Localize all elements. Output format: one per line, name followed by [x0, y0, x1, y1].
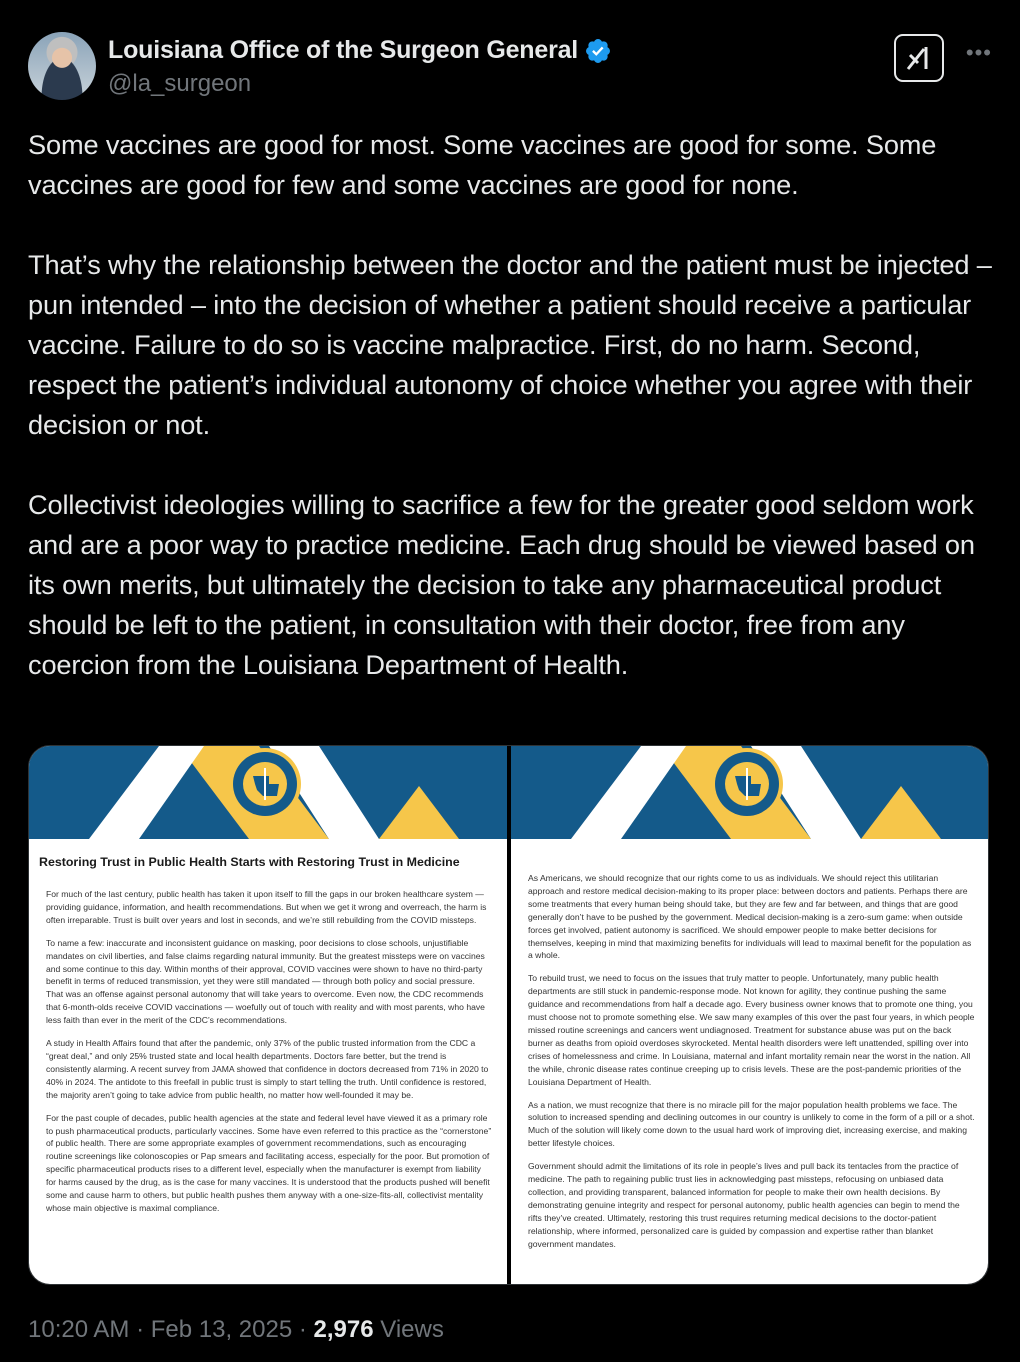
- tweet-date[interactable]: Feb 13, 2025: [150, 1316, 293, 1343]
- meta-separator: ·: [292, 1316, 314, 1343]
- document-image-right[interactable]: [511, 746, 989, 1285]
- author-name-row: [108, 36, 612, 65]
- document-title: Restoring Trust in Public Health Starts with Restoring Trust in Medicine: [39, 855, 460, 869]
- tweet-time[interactable]: 10:20 AM: [28, 1316, 130, 1343]
- author-handle[interactable]: @la_surgeon: [108, 70, 252, 97]
- document-paragraph: As Americans, we should recognize that our rights come to us as individuals. We should reject this utilitarian approach and restore medical decision-making to its proper place: between doctors and patients. Perhaps there are some treatments that every human being should take, but they are few and far between, and things that are good generally don’t have to be pushed by the government. Medical decision-making is a zero-sum game: when outside forces get involved, patient autonomy is sacrificed. We should empower people to make better decisions for themselves, keeping in mind that maximizing benefits for individuals will lead to maximal benefit for the population as a whole.: [528, 873, 972, 961]
- tweet-metadata: [28, 1316, 444, 1344]
- document-paragraph: A study in Health Affairs found that after the pandemic, only 37% of the public trusted information from the CDC a “great deal,” and only 25% trusted state and local health departments. Doctors fare better, but the trend is consistently alarming. A recent survey from JAMA showed that confidence in doctors decreased from 71% in 2020 to 40% in 2024. The antidote to this freefall in public trust is simply to start telling the truth. Until confidence is restored, the majority aren’t going to take advice from public health, no matter how well-founded it may be.: [46, 1038, 489, 1100]
- avatar[interactable]: [28, 32, 96, 100]
- tweet-media[interactable]: [28, 745, 989, 1285]
- tweet-header: [28, 32, 992, 102]
- author-display-name[interactable]: Louisiana Office of the Surgeon General: [108, 36, 579, 64]
- document-paragraph: To rebuild trust, we need to focus on the issues that truly matter to people. Unfortunately, many public health departments are still stuck in pandemic-response mode. Not known for agility, they continue pushing the same guidance and recommendations from half a decade ago. Every business owner knows that to promote one thing, you must choose not to promote something else. We saw many examples of this over the past four years, in which people missed routine screenings and cancers went undiagnosed. Treatment for substance abuse was put on the back burner as deaths from opioid overdoses skyrocketed. Mental health disorders were left unattended, spilling over into crises of homelessness and crime. In Louisiana, maternal and infant mortality remain near the worst in the nation. All the while, chronic disease rates continue creeping up to crisis levels. These are the post-pandemic priorities of the Louisiana Department of Health.: [528, 973, 975, 1087]
- tweet-text: [28, 125, 994, 685]
- document-paragraph: As a nation, we must recognize that there is no miracle pill for the major population health problems we face. The solution to increased spending and declining outcomes in our country is unlikely to come in the form of a pill or a shot. Much of the solution will likely come down to the usual hard work of improving diet, increasing exercise, and making better lifestyle choices.: [528, 1099, 975, 1149]
- tweet-paragraph: Collectivist ideologies willing to sacrifice a few for the greater good seldom work and are a poor way to practice medicine. Each drug should be viewed based on its own merits, but ultimately the decision to take any pharmaceutical product should be left to the patient, in consultation with their doctor, free from any coercion from the Louisiana Department of Health.: [28, 489, 975, 680]
- more-options-icon[interactable]: •••: [965, 40, 992, 65]
- meta-separator: ·: [129, 1316, 151, 1343]
- surgeon-general-seal: [227, 746, 303, 822]
- tweet-paragraph: That’s why the relationship between the doctor and the patient must be injected – pun intended – into the decision of whether a patient should receive a particular vaccine. Failure to do so is vaccine malpractice. First, do no harm. Second, respect the patient’s individual autonomy of choice whether you agree with their decision or not.: [28, 249, 992, 440]
- document-paragraph: For the past couple of decades, public health agencies at the state and federal level have viewed it as a primary role to push pharmaceutical products, particularly vaccines. Some have even referred to this practice as the “cornerstone” of public health. There are some appropriate examples of government recommendations, such as encouraging routine screenings like colonoscopies or Pap smears and facilitating access, especially for the poor. But promotion of specific pharmaceutical products rises to a different level, especially when the manufacturer is exempt from liability for harms caused by the drug, as is the case for many vaccines. It is understood that the products pushed will benefit some and cause harm to others, but public health pushes them anyway with a one-size-fits-all, collectivist mentality whose main objective is maximal compliance.: [46, 1112, 492, 1213]
- tweet-paragraph: Some vaccines are good for most. Some vaccines are good for some. Some vaccines are good for few and some vaccines are good for none.: [28, 129, 937, 200]
- grok-icon: [904, 43, 934, 73]
- document-body: [46, 888, 493, 1225]
- document-body: [528, 872, 975, 1260]
- surgeon-general-seal: [709, 746, 785, 822]
- verified-badge-icon: [584, 37, 612, 65]
- document-paragraph: To name a few: inaccurate and inconsistent guidance on masking, poor decisions to close schools, unjustifiable mandates on civil liberties, and false claims regarding natural immunity. But the greatest missteps were on vaccines and some continue to this day. Within months of their approval, COVID vaccines were shown to have no third-party benefit in terms of reduced transmission, yet they were still mandated — through both policy and social pressure. That was an offense against personal autonomy that will take years to overcome. Even now, the CDC recommends that 6-month-olds receive COVID vaccinations — woefully out of touch with reality and with most parents, who have less faith than ever in the merit of the CDC’s recommendations.: [46, 937, 485, 1026]
- grok-button[interactable]: [894, 34, 944, 82]
- views-label: Views: [380, 1316, 444, 1343]
- document-image-left[interactable]: [29, 746, 507, 1285]
- document-paragraph: For much of the last century, public health has taken it upon itself to fill the gaps in our broken healthcare system — providing guidance, information, and health recommendations. But when we get it wrong and overreach, the harm is often irreparable. Trust is built over years and lost in seconds, and we’re still rebuilding from the COVID missteps.: [46, 889, 487, 925]
- views-count: 2,976: [313, 1316, 374, 1343]
- document-paragraph: Government should admit the limitations of its role in people’s lives and pull back its tentacles from the practice of medicine. The path to regaining public trust lies in acknowledging past missteps, refocusing on unbiased data collection, and providing transparent, balanced information for people to make their own health decisions. By demonstrating genuine integrity and respect for personal autonomy, public health agencies can begin to mend the rifts they’ve created. Ultimately, restoring this trust requires returning medical decisions to the doctor-patient relationship, where informed, personalized care is guided by compassion and expertise rather than blanket government mandates.: [528, 1161, 960, 1249]
